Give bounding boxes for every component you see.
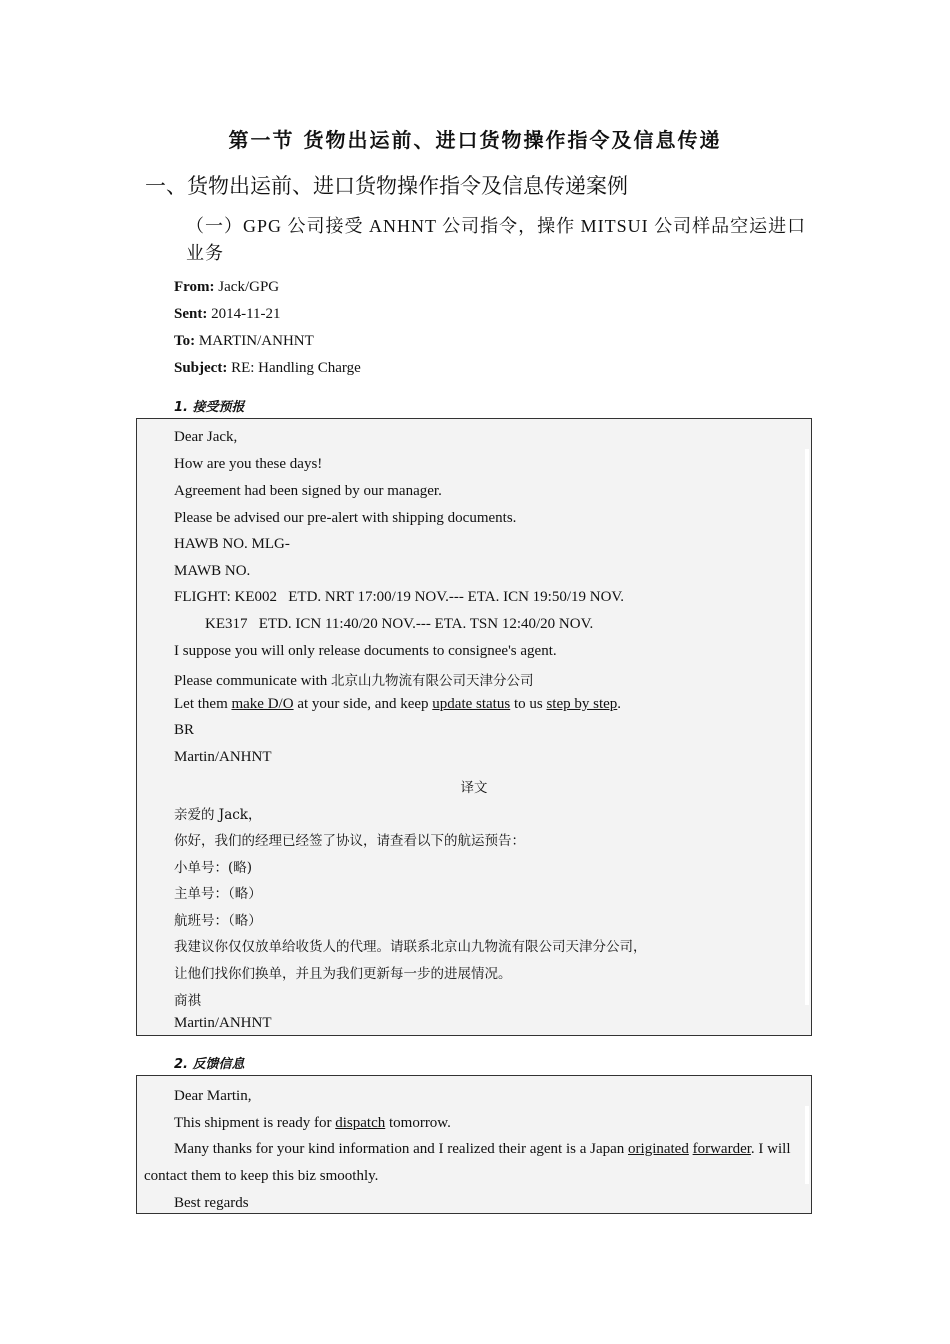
term-dispatch: dispatch [335, 1115, 386, 1131]
term-forwarder: forwarder [692, 1141, 751, 1157]
translation-line-7: 让他们找你们换单，并且为我们更新每一步的进展情况。 [174, 966, 512, 982]
email1-line-9 [174, 669, 534, 690]
sent-label: Sent: [174, 306, 208, 322]
from-value: Jack/GPG [218, 279, 280, 295]
email2-line-1 [174, 1115, 451, 1132]
email1-greeting: Dear Jack, [174, 429, 238, 445]
step-1-label: 1. 接受预报 [174, 400, 245, 415]
email1-line-8: I suppose you will only release documents to consignee's agent. [174, 643, 557, 659]
email2-line-2-a: Many thanks for your kind information and I realized their agent is a Japan [174, 1141, 629, 1157]
to-value: MARTIN/ANHNT [198, 333, 314, 349]
email2-line-3: contact them to keep this biz smoothly. [144, 1168, 379, 1184]
meta-to [174, 333, 314, 350]
translation-line-8: 商祺 [174, 993, 201, 1009]
email2-line-1-c: tomorrow. [385, 1115, 451, 1131]
email1-signature: Martin/ANHNT [174, 749, 272, 765]
email1-line-10 [174, 696, 621, 713]
from-label: From: [174, 279, 215, 295]
email1-line-10-a: Let them [174, 696, 232, 712]
email1-br: BR [174, 722, 195, 738]
term-update-status: update status [432, 696, 511, 712]
email2-line-2 [174, 1141, 791, 1158]
translation-line-6: 我建议你仅仅放单给收货人的代理。请联系北京山九物流有限公司天津分公司， [174, 939, 647, 955]
right-edge-strip-2 [805, 1106, 809, 1184]
translation-signature: Martin/ANHNT [174, 1015, 272, 1031]
email1-flight-1: FLIGHT: KE002 ETD. NRT 17:00/19 NOV.--- ETA. ICN 19:50/19 NOV. [174, 589, 625, 605]
email2-line-2-e: . I will [750, 1141, 791, 1157]
translation-line-3: 小单号：(略) [174, 860, 253, 876]
meta-subject [174, 360, 361, 377]
subject-label: Subject: [174, 360, 228, 376]
email1-line-2: Agreement had been signed by our manager. [174, 483, 442, 499]
email1-line-10-c: at your side, and keep [293, 696, 433, 712]
email2-greeting: Dear Martin, [174, 1088, 252, 1104]
right-edge-strip [805, 449, 809, 1005]
email1-line-10-e: to us [510, 696, 547, 712]
sent-value: 2014-11-21 [211, 306, 281, 322]
email1-line-3: Please be advised our pre-alert with shipping documents. [174, 510, 517, 526]
email-box-prealert [136, 418, 812, 1036]
email2-closing: Best regards [174, 1195, 249, 1211]
to-label: To: [174, 333, 196, 349]
term-make-do: make D/O [231, 696, 294, 712]
email1-flight-2: KE317 ETD. ICN 11:40/20 NOV.--- ETA. TSN 12:40/20 NOV. [205, 616, 594, 632]
term-originated: originated [628, 1141, 689, 1157]
translation-line-5: 航班号：（略） [174, 913, 262, 929]
heading-level-2: （一）GPG 公司接受 ANHNT 公司指令，操作 MITSUI 公司样品空运进口业务 [186, 216, 807, 263]
translation-line-2: 你好，我们的经理已经签了协议，请查看以下的航运预告： [174, 833, 525, 849]
email1-mawb: MAWB NO. [174, 563, 251, 579]
meta-from [174, 279, 279, 296]
email1-line-1: How are you these days! [174, 456, 323, 472]
email1-line-10-g: . [617, 696, 622, 712]
email1-company-name: 北京山九物流有限公司天津分公司 [331, 673, 534, 689]
step-2-label: 2. 反馈信息 [174, 1057, 245, 1072]
email1-hawb: HAWB NO. MLG- [174, 536, 290, 552]
subject-value: RE: Handling Charge [231, 360, 361, 376]
email-box-feedback [136, 1075, 812, 1214]
heading-level-1: 一、货物出运前、进口货物操作指令及信息传递案例 [145, 174, 628, 198]
translation-title: 译文 [460, 780, 488, 796]
email1-line-9-text: Please communicate with [174, 673, 332, 689]
translation-line-4: 主单号：（略） [174, 886, 262, 902]
email2-line-1-a: This shipment is ready for [174, 1115, 336, 1131]
section-title: 第一节 货物出运前、进口货物操作指令及信息传递 [228, 128, 722, 152]
meta-sent [174, 306, 281, 323]
translation-line-1: 亲爱的 Jack， [174, 807, 262, 823]
term-step-by-step: step by step [546, 696, 618, 712]
